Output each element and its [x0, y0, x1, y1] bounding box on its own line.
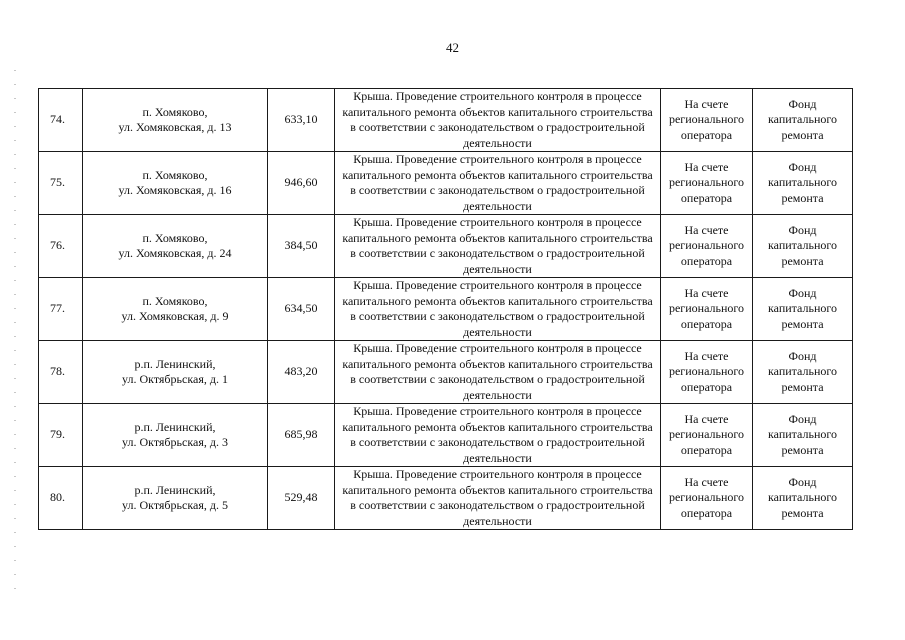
row-number: 77. — [39, 278, 83, 341]
funding-source-cell: Фонд капитального ремонта — [753, 152, 853, 215]
table-row — [39, 278, 853, 341]
funding-account-cell: На счете регионального оператора — [661, 467, 753, 530]
row-number: 78. — [39, 341, 83, 404]
address-street: ул. Октябрьская, д. 5 — [122, 498, 228, 512]
table-row — [39, 467, 853, 530]
area-cell: 946,60 — [268, 152, 335, 215]
area-cell: 633,10 — [268, 89, 335, 152]
funding-account-cell: На счете регионального оператора — [661, 152, 753, 215]
area-cell: 529,48 — [268, 467, 335, 530]
address-locality: п. Хомяково, — [142, 104, 208, 119]
address-cell — [83, 89, 268, 152]
margin-dotted-line — [14, 70, 16, 590]
row-number: 76. — [39, 215, 83, 278]
address-street: ул. Октябрьская, д. 3 — [122, 435, 228, 449]
address-cell — [83, 152, 268, 215]
table-row — [39, 341, 853, 404]
row-number: 75. — [39, 152, 83, 215]
address-cell — [83, 341, 268, 404]
address-cell — [83, 278, 268, 341]
funding-source-cell: Фонд капитального ремонта — [753, 341, 853, 404]
area-cell: 634,50 — [268, 278, 335, 341]
funding-account-cell: На счете регионального оператора — [661, 341, 753, 404]
table-row — [39, 89, 853, 152]
work-description-cell: Крыша. Проведение строительного контроля в процессе капитального ремонта объектов капитального строительства в соответствии с законодательством о градостроительной деятельности — [335, 152, 661, 215]
work-description-cell: Крыша. Проведение строительного контроля в процессе капитального ремонта объектов капитального строительства в соответствии с законодательством о градостроительной деятельности — [335, 278, 661, 341]
area-cell: 384,50 — [268, 215, 335, 278]
work-description-cell: Крыша. Проведение строительного контроля в процессе капитального ремонта объектов капитального строительства в соответствии с законодательством о градостроительной деятельности — [335, 89, 661, 152]
table-row — [39, 404, 853, 467]
address-street: ул. Хомяковская, д. 16 — [118, 183, 232, 197]
address-cell — [83, 467, 268, 530]
address-locality: п. Хомяково, — [142, 230, 208, 245]
address-street: ул. Хомяковская, д. 13 — [118, 120, 232, 134]
address-locality: п. Хомяково, — [142, 167, 208, 182]
address-street: ул. Октябрьская, д. 1 — [122, 372, 228, 386]
table-row — [39, 152, 853, 215]
address-locality: р.п. Ленинский, — [134, 482, 216, 497]
row-number: 74. — [39, 89, 83, 152]
funding-source-cell: Фонд капитального ремонта — [753, 215, 853, 278]
funding-account-cell: На счете регионального оператора — [661, 278, 753, 341]
work-description-cell: Крыша. Проведение строительного контроля в процессе капитального ремонта объектов капитального строительства в соответствии с законодательством о градостроительной деятельности — [335, 404, 661, 467]
funding-source-cell: Фонд капитального ремонта — [753, 89, 853, 152]
work-description-cell: Крыша. Проведение строительного контроля в процессе капитального ремонта объектов капитального строительства в соответствии с законодательством о градостроительной деятельности — [335, 341, 661, 404]
funding-account-cell: На счете регионального оператора — [661, 89, 753, 152]
address-cell — [83, 404, 268, 467]
area-cell: 685,98 — [268, 404, 335, 467]
funding-source-cell: Фонд капитального ремонта — [753, 404, 853, 467]
address-cell — [83, 215, 268, 278]
row-number: 80. — [39, 467, 83, 530]
row-number: 79. — [39, 404, 83, 467]
work-description-cell: Крыша. Проведение строительного контроля в процессе капитального ремонта объектов капитального строительства в соответствии с законодательством о градостроительной деятельности — [335, 467, 661, 530]
address-street: ул. Хомяковская, д. 9 — [121, 309, 229, 323]
address-locality: п. Хомяково, — [142, 293, 208, 308]
table-row — [39, 215, 853, 278]
address-locality: р.п. Ленинский, — [134, 419, 216, 434]
address-locality: р.п. Ленинский, — [134, 356, 216, 371]
page-number: 42 — [446, 40, 459, 55]
address-street: ул. Хомяковская, д. 24 — [118, 246, 232, 260]
work-description-cell: Крыша. Проведение строительного контроля в процессе капитального ремонта объектов капитального строительства в соответствии с законодательством о градостроительной деятельности — [335, 215, 661, 278]
area-cell: 483,20 — [268, 341, 335, 404]
funding-source-cell: Фонд капитального ремонта — [753, 467, 853, 530]
funding-account-cell: На счете регионального оператора — [661, 404, 753, 467]
funding-source-cell: Фонд капитального ремонта — [753, 278, 853, 341]
funding-account-cell: На счете регионального оператора — [661, 215, 753, 278]
repair-works-table — [38, 88, 853, 530]
